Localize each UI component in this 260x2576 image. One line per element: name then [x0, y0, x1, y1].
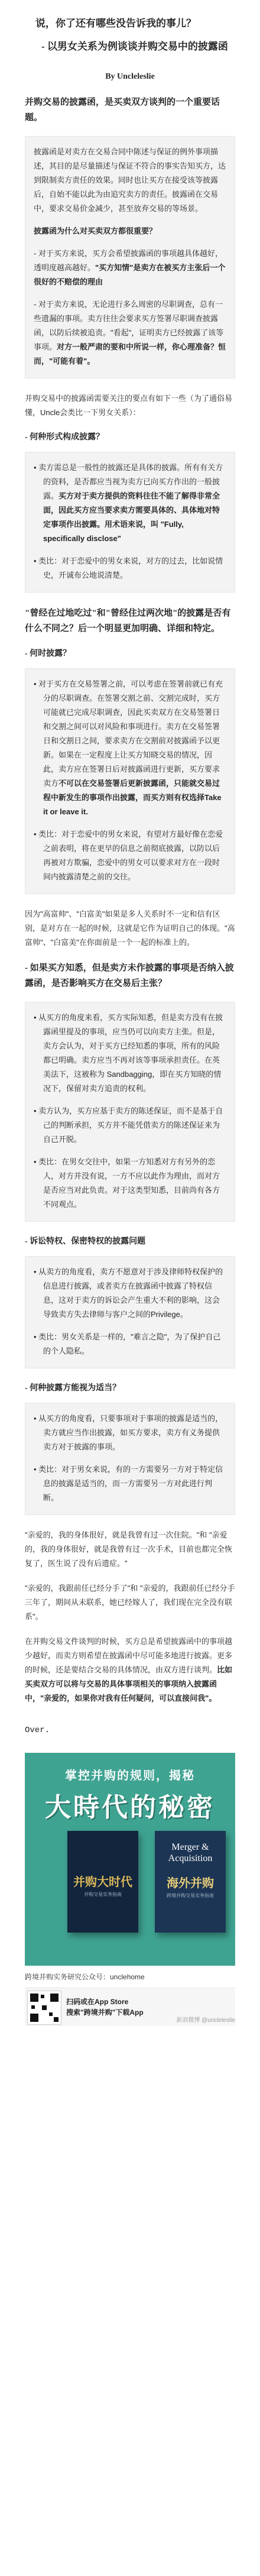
sandbagging-seller-text: 卖方认为，买方应基于卖方的陈述保证，而不是基于自己的判断承担，买方并不能凭借卖方的陈述保证来为自己开脱。	[38, 1106, 223, 1144]
disclosure-form-point: • 卖方需总是一般性的披露还是具体的披露。所有有关方的资料，是否都应当视为卖方已向买方作出的一般披露。买方对于卖方提供的资料往往不能了解得非常全面，因此买方应当要求卖方需要具体的、具体地对特定事项作出披露。用术语来说，叫 "Fully, specifically disclose"	[34, 463, 223, 543]
intro-box	[25, 136, 235, 378]
closing-text: 在并购交易文件谈判的时候，买方总是希望披露函中的事项越少越好，而卖方则希望在披露函中尽可能多地进行披露。更多的时候，还是要结合交易的具体情况，由双方进行谈判。	[25, 1637, 233, 1674]
heading-privilege: - 诉讼特权、保密特权的披露问题	[25, 1237, 146, 1246]
disclosure-form-analogy-text: 类比：对于恋爱中的男女来说，对方的过去，比如说情史，开诚布公地说清楚。	[38, 556, 223, 580]
heading-adequate-disclosure: - 何种披露方能视为适当？	[25, 1384, 121, 1393]
brand-caption: 跨境并购实务研究公众号：unclehome	[25, 1973, 145, 1981]
quote-paragraph: 因为"高富帅"、"白富美"如果是多人关系时不一定和信有区别，是对方在一起的时候，这就是它作为证明自己的体现。"高富帅"、"白富美"在你面前是一个一起的标准上的。	[25, 910, 235, 947]
app-download-footer[interactable]	[25, 1988, 235, 2026]
article-subtitle: - 以男女关系为例谈谈并购交易中的披露函	[41, 41, 228, 52]
disclosure-timing-point: • 对于买方在交易签署之前，可以考虑在签署前就已有充分的尽职调查。在签署交割之前、交割完成时，买方可能就已完成尽职调查，因此买卖双方在交易签署日和交割之间可以对风险和事项进行。卖方在交易签署日和交割日之间，要求卖方在交割前对披露函予以更新。如果在一定程度上让买方知晓交易的情况，因此，卖方应在签署日后对披露函进行更新，买方要求卖方不可以在交易签署后更新披露函，只能就交易过程中新发生的事项作出披露，而买方则有权选择Take it or leave it.	[34, 679, 223, 816]
book-promo-banner[interactable]	[25, 1753, 235, 1966]
privilege-box	[25, 1256, 235, 1368]
book2-english-title: Merger & Acquisition	[168, 1842, 213, 1863]
intro-seller-view	[34, 297, 226, 368]
intro-buyer-text: - 对于买方来说，买方会希望披露函的事项越具体越好，透明度越高越好。	[34, 249, 223, 272]
sandbagging-buyer-text: 从买方的角度来看，买方实际知悉，但是卖方没有在披露函里提及的事项，应当仍可以向卖方主张。但是，卖方会认为，对于买方已经知悉的事项，所有的风险都已明确。卖方应当不再对该等事项承担责任。在英美法下，这被称为 Sandbagging，即在买方知晓的情况下，保留对卖方追责的权利。	[38, 1013, 223, 1093]
disclosure-timing-text: 对于买方在交易签署之前，可以考虑在签署前就已有充分的尽职调查。在签署交割之前、交割完成时，买方可能就已完成尽职调查，因此买卖双方在交易签署日和交割之间可以对风险和事项进行。卖方在交易签署日和交割日之间，要求卖方在交割前对披露函予以更新。如果在一定程度上让买方知晓交易的情况，因此，卖方应在签署日后对披露函进行更新，买方要求卖方	[38, 679, 223, 788]
adequate-disclosure-analogy: • 类比：对于男女来说，有的一方需要另一方对于特定信息的披露是适当的，而一方需要另一方对此进行判断。	[34, 1465, 223, 1502]
sandbagging-analogy: • 类比：在男女交往中，如果一方知悉对方有另外的恋人，对方并没有说，一方不应以此作为理由，而对方是否应当对此负责。对于这类型知悉，目前尚有各方不同观点。	[34, 1157, 220, 1209]
sandbagging-box	[25, 1002, 235, 1222]
closing-paragraph	[25, 1635, 235, 1706]
sign-off: Over.	[25, 1726, 50, 1735]
book2-subtitle: 跨境并购交易实务指南	[167, 1893, 214, 1898]
footer-line-2: 搜索"跨境并购"下载App	[66, 2008, 144, 2017]
intro-seller-text: - 对于卖方来说，无论进行多么周密的尽职调查，总有一些遗漏的事项。卖方往往会要求买方签署尽职调查披露函，以防后续被追责。"看起"，证明卖方已经披露了该等事项。	[34, 300, 224, 351]
byline: By Uncleleslie	[105, 72, 155, 81]
disclosure-timing-bold: 不可以在交易签署后更新披露函，只能就交易过程中新发生的事项作出披露，而买方则有权选择Take it or leave it.	[43, 779, 222, 816]
book2-title: 海外并购	[167, 1877, 214, 1890]
privilege-point: • 从卖方的角度看，卖方不愿意对于涉及律师特权保护的信息进行披露，或者卖方在披露函中披露了特权信息，这对于卖方的诉讼会产生重大不利的影响，这会导致卖方失去律师与客户之间的Privilege。	[34, 1267, 223, 1319]
disclosure-form-analogy: • 类比：对于恋爱中的男女来说，对方的过去，比如说情史，开诚布公地说清楚。	[34, 556, 223, 580]
heading-disclosure-timing: - 何时披露？	[25, 649, 72, 658]
intro-definition: 披露函是对卖方在交易合同中陈述与保证的例外事项描述，其目的是尽量描述与保证不符合的事实告知买方，达到限制卖方责任的效果。同时也让买方在接受该等披露后，自始不能以此为由追究卖方的责任。披露函在交易中，要求交易价金减少，甚至放弃交易的等场景。	[34, 147, 226, 213]
ex-partner-example: "亲爱的，我跟前任已经分手了"和 "亲爱的，我跟前任已经分手三年了，期间从未联系，她已经嫁人了，我们现在完全没有联系"。	[25, 1584, 235, 1621]
book1-subtitle: 并购交易实务指南	[84, 1892, 122, 1897]
adequate-disclosure-box	[25, 1403, 235, 1515]
adequate-disclosure-analogy-text: 类比：对于男女来说，有的一方需要另一方对于特定信息的披露是适当的，而一方需要另一方对此进行判断。	[38, 1465, 223, 1502]
disclosure-timing-box	[25, 668, 235, 894]
qr-code-icon[interactable]	[27, 1991, 61, 2025]
disclosure-form-bold: 买方对于卖方提供的资料往往不能了解得非常全面，因此买方应当要求卖方需要具体的、具体地对特定事项作出披露。用术语来说，叫 "Fully, specifically disclose"	[43, 491, 220, 543]
disclosure-timing-analogy: • 类比：对于恋爱中的男女来说，有望对方最好像在恋爱之前表明，将在更早的信息之前彻底披露，以防以后再被对方欺骗，恋爱中的男女可以要求对方在一段时间内披露清楚之前的交往。	[34, 830, 223, 881]
book-cover-2[interactable]	[155, 1831, 226, 1933]
sandbagging-analogy-text: 类比：在男女交往中，如果一方知悉对方有另外的恋人，对方并没有说，一方不应以此作为理由，而对方是否应当对此负责。对于这类型知悉，目前尚有各方不同观点。	[38, 1157, 220, 1209]
intro-seller-bold: 对方一般严肃的要和中所说一样，你心理准备？恒而，"可能有着"。	[34, 342, 226, 365]
disclosure-form-text: 卖方需总是一般性的披露还是具体的披露。所有有关方的资料，是否都应当视为卖方已向买方作出的一般披露。	[38, 463, 223, 500]
disclosure-timing-analogy-text: 类比：对于恋爱中的男女来说，有望对方最好像在恋爱之前表明，将在更早的信息之前彻底披露，以防以后再被对方欺骗，恋爱中的男女可以要求对方在一段时间内披露清楚之前的交往。	[38, 830, 223, 881]
privilege-text: 从卖方的角度看，卖方不愿意对于涉及律师特权保护的信息进行披露，或者卖方在披露函中披露了特权信息，这对于卖方的诉讼会产生重大不利的影响，这会导致卖方失去律师与客户之间的Privilege。	[38, 1267, 223, 1319]
promo-subtitle: 掌控并购的规则，揭秘	[65, 1769, 195, 1782]
section-intro: 并购交易中的披露函需要关注的要点有如下一些（为了通俗易懂，Uncle会类比一下男女关系）：	[25, 394, 233, 417]
article-title-question: 说，你了还有哪些没告诉我的事儿？	[35, 18, 196, 29]
sandbagging-seller-point: • 卖方认为，买方应基于卖方的陈述保证，而不是基于自己的判断承担，买方并不能凭借卖方的陈述保证来为自己开脱。	[34, 1106, 223, 1144]
health-example: "亲爱的，我的身体很好，就是我曾有过一次住院。"和 "亲爱的，我的身体很好，就是我曾有过一次手术，目前也都完全恢复了，医生说了没有后遗症。"	[25, 1530, 233, 1568]
closing-bold: 比如买卖双方可以将与交易的具体事项相关的事项纳入披露函中，"亲爱的，如果你对我有任何疑问，可以直接问我"。	[25, 1665, 233, 1703]
intro-buyer-bold: "买方知情"是卖方在被买方主张后一个很好的不赔偿的理由	[34, 263, 226, 286]
privilege-analogy: • 类比：男女关系是一样的，"难言之隐"，为了保护自己的个人隐私。	[34, 1332, 221, 1355]
promo-title: 大時代的秘密	[45, 1793, 215, 1822]
book-cover-1[interactable]	[67, 1831, 138, 1933]
intro-question-bold: 披露函为什么对买卖双方都很重要？	[34, 226, 157, 235]
disclosure-form-box	[25, 452, 235, 593]
adequate-disclosure-text: 从买方的角度看，只要事项对于事项的披露是适当的，卖方就应当作出披露，如买方要求，卖方有义务提供卖方对于披露的事项。	[38, 1414, 223, 1451]
privilege-analogy-text: 类比：男女关系是一样的，"难言之隐"，为了保护自己的个人隐私。	[38, 1332, 221, 1355]
heading-sandbagging: - 如果买方知悉，但是卖方未作披露的事项是否纳入披露函，是否影响买方在交易后主张？	[25, 963, 234, 988]
heading-disclosure-form: - 何种形式构成披露？	[25, 433, 105, 442]
sandbagging-buyer-point: • 从买方的角度来看，买方实际知悉，但是卖方没有在披露函里提及的事项，应当仍可以向卖方主张。但是，卖方会认为，对于买方已经知悉的事项，所有的风险都已明确。卖方应当不再对该等事项承担责任。在英美法下，这被称为 Sandbagging，即在买方知晓的情况下，保留对卖方追责的权利。	[34, 1013, 223, 1093]
adequate-disclosure-point: • 从买方的角度看，只要事项对于事项的披露是适当的，卖方就应当作出披露，如买方要求，卖方有义务提供卖方对于披露的事项。	[34, 1414, 223, 1451]
intro-buyer-view	[34, 247, 226, 289]
lead-paragraph: 并购交易的披露函，是买卖双方谈判的一个重要话题。	[25, 98, 220, 122]
example-callout: "曾经在过地吃过"和"曾经住过两次地"的披露是否有什么不同之？后一个明显更加明确、详细和特定。	[25, 609, 231, 633]
footer-line-1: 扫码或在App Store	[66, 1998, 129, 2006]
book1-title: 并购大时代	[73, 1876, 132, 1889]
intro-question	[34, 224, 226, 238]
weibo-watermark: 新浪微博 @uncleleslie	[176, 2017, 235, 2024]
